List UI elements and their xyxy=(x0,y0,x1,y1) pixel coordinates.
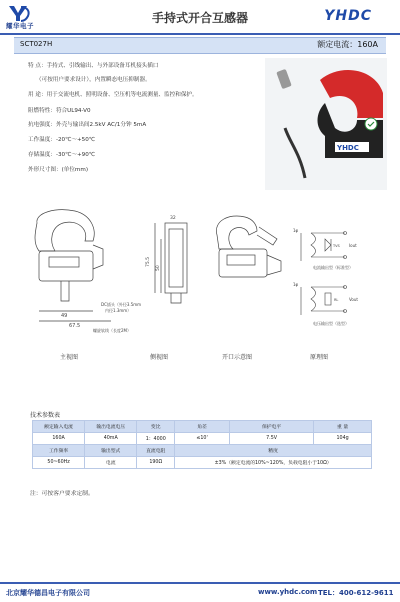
table-cell: 变比 xyxy=(137,421,175,433)
table-cell: ≤10' xyxy=(175,433,230,445)
table-cell: 50~60Hz xyxy=(33,457,85,469)
table-cell: 角差 xyxy=(175,421,230,433)
table-cell: 190Ω xyxy=(137,457,175,469)
table-cell: 输出电流电压 xyxy=(85,421,137,433)
table-row xyxy=(33,421,372,433)
table-cell: 工作频率 xyxy=(33,445,85,457)
rated-current: 额定电流：160A xyxy=(317,40,378,49)
spec-line-feature-cont: （可按用户要求设计），内置瞬态电压抑制器。 xyxy=(36,77,151,83)
caption-schematic: 原理图 xyxy=(310,354,329,361)
schematic-tvs: TVS xyxy=(333,244,340,248)
caption-side-view: 侧视图 xyxy=(150,354,169,361)
table-cell: 重 量 xyxy=(314,421,372,433)
table-title: 技术参数表 xyxy=(30,412,61,419)
table-cell: 精度 xyxy=(175,445,372,457)
table-cell: 160A xyxy=(33,433,85,445)
main-view-drawing xyxy=(35,210,111,321)
company-logo-text: 耀华电子 xyxy=(6,22,34,30)
footer-website-link[interactable]: www.yhdc.com xyxy=(258,588,318,596)
schematic-phase-1: 1φ xyxy=(293,228,299,233)
dim-75-5: 75.5 xyxy=(146,256,151,267)
dim-32: 32 xyxy=(170,216,176,221)
caption-main-view: 主视图 xyxy=(60,354,79,361)
spec-line-work-temp: 工作温度：-20℃～+50℃ xyxy=(28,137,96,143)
header-divider xyxy=(0,33,400,35)
custom-note: 注：可按客户要求定制。 xyxy=(30,491,94,497)
model-number: SCT027H xyxy=(20,40,53,48)
footer-phone: TEL：400-612-9611 xyxy=(318,589,394,597)
schematic-current-output: 电流输出型（标准型） xyxy=(313,265,353,270)
spec-line-dielectric: 抗电强度：外壳与输出间2.5kV AC/1分钟 5mA xyxy=(28,122,147,128)
dimension-drawings xyxy=(25,205,380,345)
table-cell: 输出型式 xyxy=(85,445,137,457)
footer-divider xyxy=(0,582,400,584)
schematic-rl: RL xyxy=(334,298,339,302)
table-cell: 保护电平 xyxy=(229,421,313,433)
spec-line-flame: 阻燃特性：符合UL94-V0 xyxy=(28,108,91,114)
product-photo xyxy=(265,58,387,190)
table-cell: 104g xyxy=(314,433,372,445)
schematic-iout: Iout xyxy=(349,243,357,248)
spec-line-dimension: 外形尺寸图：(单位mm) xyxy=(28,167,89,173)
table-cell: 电流 xyxy=(85,457,137,469)
dim-50: 50 xyxy=(156,265,161,271)
table-row xyxy=(33,433,372,445)
dc-plug-callout-cont: 内径1.3mm） xyxy=(105,308,132,313)
page-title: 手持式开合互感器 xyxy=(151,11,248,25)
table-cell: 直流电阻 xyxy=(137,445,175,457)
footer-company: 北京耀华德昌电子有限公司 xyxy=(6,589,90,597)
side-view-drawing xyxy=(155,223,187,303)
table-row xyxy=(33,457,372,469)
open-view-drawing xyxy=(216,216,281,277)
dc-plug-callout: DC插头（外径3.5mm xyxy=(101,302,142,307)
dim-67-5: 67.5 xyxy=(69,323,81,329)
schematic-vout: Vout xyxy=(349,297,358,302)
brand-wordmark: YHDC xyxy=(324,8,372,24)
spec-line-feature: 特 点：手持式、引线输出、与外部设备耳机接头插口 xyxy=(28,63,159,69)
schematic-voltage-output: 电压输出型（选型） xyxy=(313,321,349,326)
table-cell: 7.5V xyxy=(229,433,313,445)
table-cell: 40mA xyxy=(85,433,137,445)
svg-text:YHDC: YHDC xyxy=(337,144,359,152)
caption-open-view: 开口示意图 xyxy=(222,354,253,361)
schematic-phase-2: 1φ xyxy=(293,282,299,287)
dim-49: 49 xyxy=(61,313,68,319)
table-row xyxy=(33,445,372,457)
spec-line-usage: 用 途：用于交流电机、照明设备、空压机等电流测量、监控和保护。 xyxy=(28,92,198,98)
parameter-table xyxy=(32,420,372,469)
table-cell: 额定输入电流 xyxy=(33,421,85,433)
spec-line-store-temp: 存储温度：-30℃～+90℃ xyxy=(28,152,96,158)
table-cell: ±3%（额定电流的10%~120%，负载电阻小于10Ω） xyxy=(175,457,372,469)
table-cell: 1：4000 xyxy=(137,433,175,445)
cable-callout: 螺旋软线（长度2M） xyxy=(93,328,131,333)
